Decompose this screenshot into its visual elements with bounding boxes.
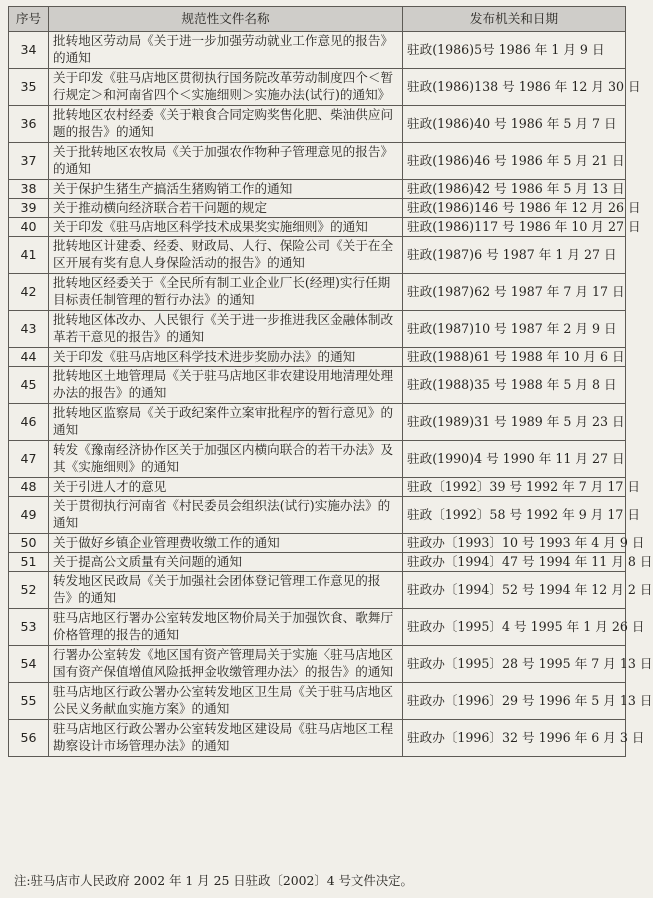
row-issuer-date: 驻政(1987)10 号 1987 年 2 月 9 日 (403, 311, 626, 348)
row-document-name: 关于印发《驻马店地区贯彻执行国务院改革劳动制度四个＜暂行规定＞和河南省四个＜实施细则＞实施办法(试行)的通知》 (49, 69, 403, 106)
row-issuer-date: 驻政(1986)138 号 1986 年 12 月 30 日 (403, 69, 626, 106)
row-issuer-date: 驻政(1987)6 号 1987 年 1 月 27 日 (403, 237, 626, 274)
row-document-name: 批转地区监察局《关于政纪案件立案审批程序的暂行意见》的通知 (49, 404, 403, 441)
row-issuer-date: 驻政办〔1994〕47 号 1994 年 11 月 8 日 (403, 553, 626, 572)
table-row (9, 69, 626, 106)
row-document-name: 批转地区体改办、人民银行《关于进一步推进我区金融体制改革若干意见的报告》的通知 (49, 311, 403, 348)
row-serial-number: 54 (9, 646, 49, 683)
row-document-name: 关于批转地区农牧局《关于加强农作物种子管理意见的报告》的通知 (49, 143, 403, 180)
row-issuer-date: 驻政办〔1995〕28 号 1995 年 7 月 13 日 (403, 646, 626, 683)
row-issuer-date: 驻政(1988)61 号 1988 年 10 月 6 日 (403, 348, 626, 367)
header-serial-number: 序号 (9, 7, 49, 32)
row-serial-number: 44 (9, 348, 49, 367)
row-document-name: 关于印发《驻马店地区科学技术进步奖励办法》的通知 (49, 348, 403, 367)
row-issuer-date: 驻政办〔1996〕32 号 1996 年 6 月 3 日 (403, 720, 626, 757)
table-row (9, 609, 626, 646)
row-serial-number: 40 (9, 218, 49, 237)
row-serial-number: 48 (9, 478, 49, 497)
row-document-name: 关于提高公文质量有关问题的通知 (49, 553, 403, 572)
table-row (9, 199, 626, 218)
table-row (9, 720, 626, 757)
regulations-table (8, 6, 653, 757)
row-document-name: 批转地区劳动局《关于进一步加强劳动就业工作意见的报告》的通知 (49, 32, 403, 69)
row-document-name: 关于推动横向经济联合若干问题的规定 (49, 199, 403, 218)
row-document-name: 驻马店地区行政公署办公室转发地区卫生局《关于驻马店地区公民义务献血实施方案》的通知 (49, 683, 403, 720)
row-issuer-date: 驻政办〔1994〕52 号 1994 年 12 月 2 日 (403, 572, 626, 609)
row-document-name: 关于印发《驻马店地区科学技术成果奖实施细则》的通知 (49, 218, 403, 237)
table-row (9, 274, 626, 311)
table-row (9, 143, 626, 180)
row-serial-number: 34 (9, 32, 49, 69)
table-footnote: 注:驻马店市人民政府 2002 年 1 月 25 日驻政〔2002〕4 号文件决定。 (14, 873, 413, 888)
row-serial-number: 36 (9, 106, 49, 143)
header-document-name: 规范性文件名称 (49, 7, 403, 32)
row-serial-number: 52 (9, 572, 49, 609)
row-serial-number: 35 (9, 69, 49, 106)
row-issuer-date: 驻政(1986)46 号 1986 年 5 月 21 日 (403, 143, 626, 180)
row-serial-number: 45 (9, 367, 49, 404)
header-issuer-date: 发布机关和日期 (403, 7, 626, 32)
row-issuer-date: 驻政(1989)31 号 1989 年 5 月 23 日 (403, 404, 626, 441)
table-row (9, 646, 626, 683)
table-header-row (9, 7, 626, 32)
table-row (9, 32, 626, 69)
table-row (9, 478, 626, 497)
row-serial-number: 53 (9, 609, 49, 646)
row-issuer-date: 驻政(1986)42 号 1986 年 5 月 13 日 (403, 180, 626, 199)
table-row (9, 218, 626, 237)
row-serial-number: 42 (9, 274, 49, 311)
row-issuer-date: 驻政〔1992〕58 号 1992 年 9 月 17 日 (403, 497, 626, 534)
table-row (9, 367, 626, 404)
row-issuer-date: 驻政办〔1995〕4 号 1995 年 1 月 26 日 (403, 609, 626, 646)
table-row (9, 553, 626, 572)
row-serial-number: 51 (9, 553, 49, 572)
row-document-name: 行署办公室转发《地区国有资产管理局关于实施〈驻马店地区国有资产保值增值风险抵押金收缴管理办法〉的报告》的通知 (49, 646, 403, 683)
row-serial-number: 43 (9, 311, 49, 348)
row-serial-number: 47 (9, 441, 49, 478)
row-serial-number: 50 (9, 534, 49, 553)
row-document-name: 驻马店地区行署办公室转发地区物价局关于加强饮食、歌舞厅价格管理的报告的通知 (49, 609, 403, 646)
row-serial-number: 56 (9, 720, 49, 757)
row-issuer-date: 驻政(1988)35 号 1988 年 5 月 8 日 (403, 367, 626, 404)
table-row (9, 572, 626, 609)
row-document-name: 批转地区经委关于《全民所有制工业企业厂长(经理)实行任期目标责任制管理的暂行办法》的通知 (49, 274, 403, 311)
table-row (9, 311, 626, 348)
row-document-name: 转发地区民政局《关于加强社会团体登记管理工作意见的报告》的通知 (49, 572, 403, 609)
table-body (9, 32, 653, 757)
row-issuer-date: 驻政(1986)5号 1986 年 1 月 9 日 (403, 32, 626, 69)
row-serial-number: 41 (9, 237, 49, 274)
row-serial-number: 39 (9, 199, 49, 218)
row-document-name: 转发《豫南经济协作区关于加强区内横向联合的若干办法》及其《实施细则》的通知 (49, 441, 403, 478)
table-row (9, 497, 626, 534)
table-row (9, 106, 626, 143)
row-serial-number: 55 (9, 683, 49, 720)
table-row (9, 534, 626, 553)
row-serial-number: 49 (9, 497, 49, 534)
regulations-table-sheet (8, 6, 653, 757)
table-row (9, 441, 626, 478)
row-issuer-date: 驻政(1986)146 号 1986 年 12 月 26 日 (403, 199, 626, 218)
table-row (9, 237, 626, 274)
row-issuer-date: 驻政(1986)40 号 1986 年 5 月 7 日 (403, 106, 626, 143)
row-document-name: 关于保护生猪生产搞活生猪购销工作的通知 (49, 180, 403, 199)
row-document-name: 批转地区土地管理局《关于驻马店地区非农建设用地清理处理办法的报告》的通知 (49, 367, 403, 404)
row-issuer-date: 驻政(1987)62 号 1987 年 7 月 17 日 (403, 274, 626, 311)
row-document-name: 关于做好乡镇企业管理费收缴工作的通知 (49, 534, 403, 553)
row-issuer-date: 驻政(1990)4 号 1990 年 11 月 27 日 (403, 441, 626, 478)
row-document-name: 批转地区农村经委《关于粮食合同定购奖售化肥、柴油供应问题的报告》的通知 (49, 106, 403, 143)
row-document-name: 关于贯彻执行河南省《村民委员会组织法(试行)实施办法》的通知 (49, 497, 403, 534)
row-serial-number: 37 (9, 143, 49, 180)
table-row (9, 180, 626, 199)
row-issuer-date: 驻政办〔1996〕29 号 1996 年 5 月 13 日 (403, 683, 626, 720)
table-row (9, 348, 626, 367)
row-issuer-date: 驻政(1986)117 号 1986 年 10 月 27 日 (403, 218, 626, 237)
table-row (9, 683, 626, 720)
row-document-name: 关于引进人才的意见 (49, 478, 403, 497)
row-document-name: 驻马店地区行政公署办公室转发地区建设局《驻马店地区工程勘察设计市场管理办法》的通知 (49, 720, 403, 757)
row-issuer-date: 驻政办〔1993〕10 号 1993 年 4 月 9 日 (403, 534, 626, 553)
table-row (9, 404, 626, 441)
row-issuer-date: 驻政〔1992〕39 号 1992 年 7 月 17 日 (403, 478, 626, 497)
row-serial-number: 38 (9, 180, 49, 199)
row-document-name: 批转地区计建委、经委、财政局、人行、保险公司《关于在全区开展有奖有息人身保险活动的报告》的通知 (49, 237, 403, 274)
row-serial-number: 46 (9, 404, 49, 441)
